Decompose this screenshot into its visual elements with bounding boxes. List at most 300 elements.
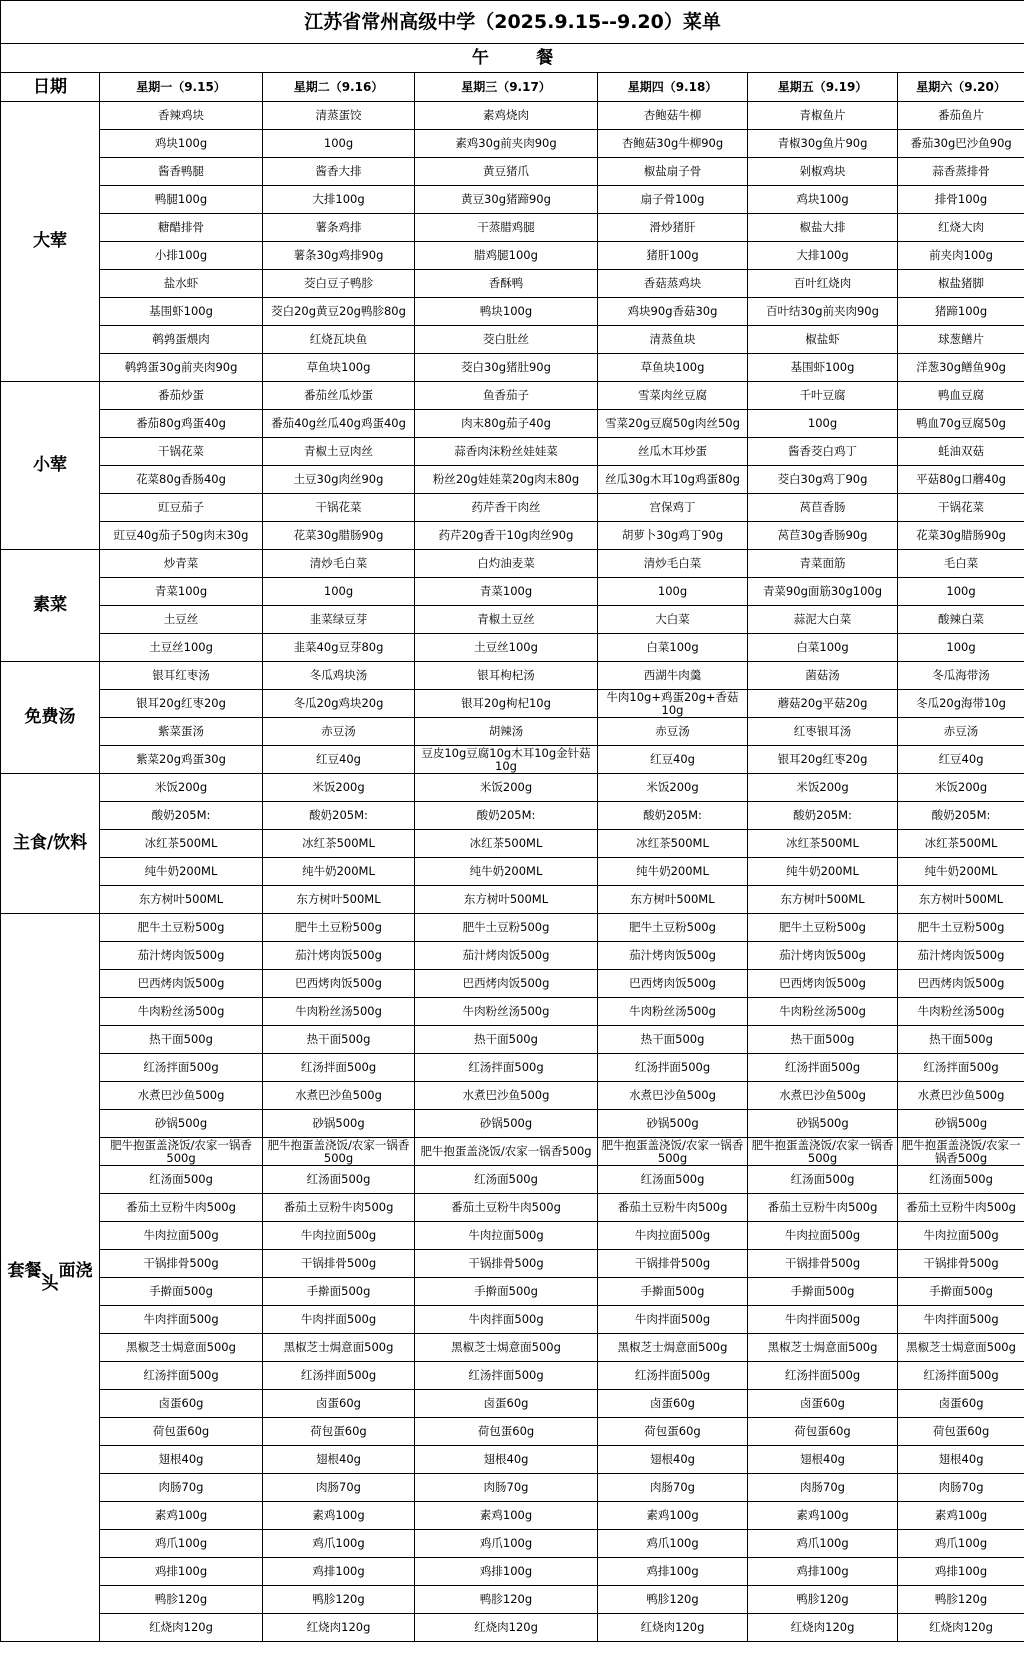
dish-cell: 番茄40g丝瓜40g鸡蛋40g: [263, 410, 415, 438]
dish-cell: 鹌鹑蛋煨肉: [100, 326, 263, 354]
dish-cell: 香辣鸡块: [100, 102, 263, 130]
dish-cell: 鸡爪100g: [898, 1530, 1024, 1558]
dish-cell: 牛肉拌面500g: [415, 1306, 598, 1334]
dish-cell: 冬瓜20g鸡块20g: [263, 690, 415, 718]
dish-cell: 米饭200g: [415, 774, 598, 802]
menu-row: [1, 242, 1024, 270]
dish-cell: 香菇蒸鸡块: [598, 270, 748, 298]
dish-cell: 青椒鱼片: [748, 102, 898, 130]
dish-cell: 茄汁烤肉饭500g: [263, 942, 415, 970]
dish-cell: 牛肉粉丝汤500g: [263, 998, 415, 1026]
dish-cell: 鸡排100g: [748, 1558, 898, 1586]
dish-cell: 鸭胗120g: [100, 1586, 263, 1614]
dish-cell: 牛肉拌面500g: [263, 1306, 415, 1334]
dish-cell: 纯牛奶200ML: [415, 858, 598, 886]
dish-cell: 冬瓜鸡块汤: [263, 662, 415, 690]
dish-cell: 番茄丝瓜炒蛋: [263, 382, 415, 410]
dish-cell: 酸奶205M:: [263, 802, 415, 830]
dish-cell: 100g: [263, 578, 415, 606]
dish-cell: 热干面500g: [415, 1026, 598, 1054]
dish-cell: 红汤拌面500g: [415, 1054, 598, 1082]
dish-cell: 100g: [748, 410, 898, 438]
dish-cell: 翅根40g: [898, 1446, 1024, 1474]
dish-cell: 手擀面500g: [100, 1278, 263, 1306]
dish-cell: 砂锅500g: [100, 1110, 263, 1138]
dish-cell: 手擀面500g: [263, 1278, 415, 1306]
dish-cell: 东方树叶500ML: [898, 886, 1024, 914]
dish-cell: 卤蛋60g: [100, 1390, 263, 1418]
dish-cell: 素鸡100g: [748, 1502, 898, 1530]
dish-cell: 糖醋排骨: [100, 214, 263, 242]
dish-cell: 米饭200g: [898, 774, 1024, 802]
dish-cell: 红汤拌面500g: [263, 1054, 415, 1082]
dish-cell: 纯牛奶200ML: [100, 858, 263, 886]
dish-cell: 椒盐虾: [748, 326, 898, 354]
dish-cell: 蒜香蒸排骨: [898, 158, 1024, 186]
dish-cell: 红汤拌面500g: [748, 1362, 898, 1390]
dish-cell: 素鸡100g: [898, 1502, 1024, 1530]
dish-cell: 百叶红烧肉: [748, 270, 898, 298]
dish-cell: 蒜香肉沫粉丝娃娃菜: [415, 438, 598, 466]
dish-cell: 排骨100g: [898, 186, 1024, 214]
dish-cell: 干锅排骨500g: [100, 1250, 263, 1278]
dish-cell: 热干面500g: [100, 1026, 263, 1054]
dish-cell: 干锅花菜: [898, 494, 1024, 522]
dish-cell: 手擀面500g: [898, 1278, 1024, 1306]
dish-cell: 肉肠70g: [748, 1474, 898, 1502]
dish-cell: 黑椒芝士焗意面500g: [598, 1334, 748, 1362]
dish-cell: 茭白30g鸡丁90g: [748, 466, 898, 494]
dish-cell: 鸡块100g: [100, 130, 263, 158]
dish-cell: 赤豆汤: [263, 718, 415, 746]
dish-cell: 素鸡100g: [598, 1502, 748, 1530]
dish-cell: 荷包蛋60g: [598, 1418, 748, 1446]
dish-cell: 干锅排骨500g: [598, 1250, 748, 1278]
menu-row: [1, 1054, 1024, 1082]
menu-row: [1, 1558, 1024, 1586]
dish-cell: 香酥鸭: [415, 270, 598, 298]
dish-cell: 米饭200g: [598, 774, 748, 802]
dish-cell: 肥牛抱蛋盖浇饭/农家一锅香500g: [263, 1138, 415, 1166]
dish-cell: 花菜30g腊肠90g: [263, 522, 415, 550]
menu-row: [1, 886, 1024, 914]
dish-cell: 酸奶205M:: [598, 802, 748, 830]
dish-cell: 紫菜20g鸡蛋30g: [100, 746, 263, 774]
menu-row: [1, 1586, 1024, 1614]
menu-row: [1, 186, 1024, 214]
dish-cell: 水煮巴沙鱼500g: [415, 1082, 598, 1110]
dish-cell: 番茄土豆粉牛肉500g: [263, 1194, 415, 1222]
dish-cell: 东方树叶500ML: [748, 886, 898, 914]
dish-cell: 红烧肉120g: [898, 1614, 1024, 1642]
dish-cell: 红烧肉120g: [598, 1614, 748, 1642]
dish-cell: 滑炒猪肝: [598, 214, 748, 242]
dish-cell: 冰红茶500ML: [415, 830, 598, 858]
dish-cell: 基围虾100g: [100, 298, 263, 326]
dish-cell: 红汤拌面500g: [100, 1054, 263, 1082]
dish-cell: 宫保鸡丁: [598, 494, 748, 522]
dish-cell: 米饭200g: [100, 774, 263, 802]
dish-cell: 基围虾100g: [748, 354, 898, 382]
dish-cell: 牛肉粉丝汤500g: [100, 998, 263, 1026]
dish-cell: 牛肉拉面500g: [898, 1222, 1024, 1250]
menu-row: [1, 466, 1024, 494]
dish-cell: 土豆丝100g: [415, 634, 598, 662]
dish-cell: 肉肠70g: [415, 1474, 598, 1502]
dish-cell: 韭菜40g豆芽80g: [263, 634, 415, 662]
dish-cell: 牛肉拉面500g: [100, 1222, 263, 1250]
dish-cell: 药芹20g香干10g肉丝90g: [415, 522, 598, 550]
dish-cell: 东方树叶500ML: [100, 886, 263, 914]
dish-cell: 肥牛土豆粉500g: [748, 914, 898, 942]
dish-cell: 牛肉拌面500g: [748, 1306, 898, 1334]
category-label: 小荤: [1, 382, 100, 550]
dish-cell: 红汤拌面500g: [598, 1362, 748, 1390]
dish-cell: 砂锅500g: [748, 1110, 898, 1138]
dish-cell: 西湖牛肉羹: [598, 662, 748, 690]
dish-cell: 紫菜蛋汤: [100, 718, 263, 746]
dish-cell: 红汤面500g: [748, 1166, 898, 1194]
dish-cell: 腊鸡腿100g: [415, 242, 598, 270]
menu-row: [1, 746, 1024, 774]
menu-row: [1, 1530, 1024, 1558]
dish-cell: 黑椒芝士焗意面500g: [748, 1334, 898, 1362]
menu-row: [1, 1026, 1024, 1054]
dish-cell: 丝瓜木耳炒蛋: [598, 438, 748, 466]
dish-cell: 米饭200g: [748, 774, 898, 802]
dish-cell: 砂锅500g: [898, 1110, 1024, 1138]
dish-cell: 东方树叶500ML: [598, 886, 748, 914]
dish-cell: 翅根40g: [263, 1446, 415, 1474]
dish-cell: 100g: [598, 578, 748, 606]
dish-cell: 肥牛抱蛋盖浇饭/农家一锅香500g: [898, 1138, 1024, 1166]
dish-cell: 肉肠70g: [263, 1474, 415, 1502]
menu-row: [1, 158, 1024, 186]
menu-row: [1, 410, 1024, 438]
dish-cell: 红汤面500g: [898, 1166, 1024, 1194]
dish-cell: 巴西烤肉饭500g: [598, 970, 748, 998]
dish-cell: 鹌鹑蛋30g前夹肉90g: [100, 354, 263, 382]
dish-cell: 鸭腿100g: [100, 186, 263, 214]
menu-row: [1, 354, 1024, 382]
dish-cell: 番茄土豆粉牛肉500g: [898, 1194, 1024, 1222]
dish-cell: 牛肉粉丝汤500g: [898, 998, 1024, 1026]
dish-cell: 红汤拌面500g: [898, 1054, 1024, 1082]
dish-cell: 蘑菇20g平菇20g: [748, 690, 898, 718]
dish-cell: 清蒸鱼块: [598, 326, 748, 354]
dish-cell: 黑椒芝士焗意面500g: [415, 1334, 598, 1362]
dish-cell: 酱香大排: [263, 158, 415, 186]
dish-cell: 青菜100g: [415, 578, 598, 606]
dish-cell: 黄豆猪爪: [415, 158, 598, 186]
dish-cell: 红烧肉120g: [748, 1614, 898, 1642]
dish-cell: 纯牛奶200ML: [898, 858, 1024, 886]
dish-cell: 干锅排骨500g: [415, 1250, 598, 1278]
menu-row: [1, 1446, 1024, 1474]
dish-cell: 鸭块100g: [415, 298, 598, 326]
dish-cell: 翅根40g: [415, 1446, 598, 1474]
dish-cell: 草鱼块100g: [263, 354, 415, 382]
dish-cell: 卤蛋60g: [415, 1390, 598, 1418]
dish-cell: 炒青菜: [100, 550, 263, 578]
dish-cell: 肥牛土豆粉500g: [100, 914, 263, 942]
dish-cell: 翅根40g: [598, 1446, 748, 1474]
dish-cell: 杏鲍菇30g牛柳90g: [598, 130, 748, 158]
dish-cell: 卤蛋60g: [263, 1390, 415, 1418]
menu-row: [1, 1138, 1024, 1166]
menu-row: [1, 1306, 1024, 1334]
dish-cell: 酸奶205M:: [415, 802, 598, 830]
dish-cell: 茄汁烤肉饭500g: [100, 942, 263, 970]
dish-cell: 翅根40g: [748, 1446, 898, 1474]
dish-cell: 鸡排100g: [898, 1558, 1024, 1586]
dish-cell: 银耳20g红枣20g: [748, 746, 898, 774]
dish-cell: 牛肉拉面500g: [263, 1222, 415, 1250]
dish-cell: 纯牛奶200ML: [598, 858, 748, 886]
dish-cell: 茭白豆子鸭胗: [263, 270, 415, 298]
dish-cell: 肥牛土豆粉500g: [415, 914, 598, 942]
menu-row: [1, 1082, 1024, 1110]
dish-cell: 清蒸蛋饺: [263, 102, 415, 130]
dish-cell: 茭白30g猪肚90g: [415, 354, 598, 382]
dish-cell: 素鸡100g: [263, 1502, 415, 1530]
menu-row: [1, 998, 1024, 1026]
dish-cell: 手擀面500g: [415, 1278, 598, 1306]
dish-cell: 肥牛土豆粉500g: [898, 914, 1024, 942]
category-label: 素菜: [1, 550, 100, 662]
menu-title: 江苏省常州高级中学（2025.9.15--9.20）菜单: [1, 1, 1024, 44]
dish-cell: 番茄炒蛋: [100, 382, 263, 410]
menu-row: [1, 1418, 1024, 1446]
dish-cell: 茄汁烤肉饭500g: [898, 942, 1024, 970]
dish-cell: 红汤拌面500g: [263, 1362, 415, 1390]
menu-row: [1, 494, 1024, 522]
menu-row: [1, 298, 1024, 326]
menu-row: [1, 1390, 1024, 1418]
dish-cell: 纯牛奶200ML: [748, 858, 898, 886]
dish-cell: 杏鲍菇牛柳: [598, 102, 748, 130]
dish-cell: 冰红茶500ML: [748, 830, 898, 858]
category-label: 套餐、面浇头: [1, 914, 100, 1642]
dish-cell: 银耳20g红枣20g: [100, 690, 263, 718]
dish-cell: 红烧瓦块鱼: [263, 326, 415, 354]
dish-cell: 素鸡30g前夹肉90g: [415, 130, 598, 158]
dish-cell: 鸡排100g: [415, 1558, 598, 1586]
dish-cell: 大排100g: [748, 242, 898, 270]
dish-cell: 蒜泥大白菜: [748, 606, 898, 634]
dish-cell: 手擀面500g: [748, 1278, 898, 1306]
dish-cell: 牛肉拌面500g: [598, 1306, 748, 1334]
category-label: 主食/饮料: [1, 774, 100, 914]
dish-cell: 土豆丝: [100, 606, 263, 634]
dish-cell: 鸭胗120g: [898, 1586, 1024, 1614]
dish-cell: 荷包蛋60g: [748, 1418, 898, 1446]
dish-cell: 扇子骨100g: [598, 186, 748, 214]
dish-cell: 豆皮10g豆腐10g木耳10g金针菇10g: [415, 746, 598, 774]
dish-cell: 牛肉拉面500g: [598, 1222, 748, 1250]
dish-cell: 豇豆茄子: [100, 494, 263, 522]
dish-cell: 红烧肉120g: [263, 1614, 415, 1642]
dish-cell: 鸡排100g: [263, 1558, 415, 1586]
dish-cell: 鸭胗120g: [263, 1586, 415, 1614]
dish-cell: 番茄30g巴沙鱼90g: [898, 130, 1024, 158]
dish-cell: 冰红茶500ML: [598, 830, 748, 858]
dish-cell: 红烧大肉: [898, 214, 1024, 242]
menu-row: [1, 830, 1024, 858]
dish-cell: 牛肉粉丝汤500g: [415, 998, 598, 1026]
dish-cell: 番茄土豆粉牛肉500g: [748, 1194, 898, 1222]
dish-cell: 赤豆汤: [898, 718, 1024, 746]
dish-cell: 白菜100g: [598, 634, 748, 662]
dish-cell: 茄汁烤肉饭500g: [415, 942, 598, 970]
dish-cell: 酱香茭白鸡丁: [748, 438, 898, 466]
dish-cell: 红汤面500g: [415, 1166, 598, 1194]
dish-cell: 干锅花菜: [263, 494, 415, 522]
dish-cell: 热干面500g: [898, 1026, 1024, 1054]
dish-cell: 卤蛋60g: [598, 1390, 748, 1418]
menu-row: [1, 382, 1024, 410]
dish-cell: 番茄土豆粉牛肉500g: [415, 1194, 598, 1222]
menu-row: [1, 970, 1024, 998]
dish-cell: 鸡爪100g: [415, 1530, 598, 1558]
dish-cell: 盐水虾: [100, 270, 263, 298]
menu-row: [1, 1194, 1024, 1222]
dish-cell: 莴苣香肠: [748, 494, 898, 522]
dish-cell: 素鸡烧肉: [415, 102, 598, 130]
menu-row: [1, 578, 1024, 606]
dish-cell: 鸡爪100g: [263, 1530, 415, 1558]
dish-cell: 酸奶205M:: [898, 802, 1024, 830]
dish-cell: 鸭胗120g: [415, 1586, 598, 1614]
dish-cell: 红汤拌面500g: [100, 1362, 263, 1390]
dish-cell: 肉末80g茄子40g: [415, 410, 598, 438]
menu-row: [1, 662, 1024, 690]
dish-cell: 青椒30g鱼片90g: [748, 130, 898, 158]
dish-cell: 番茄80g鸡蛋40g: [100, 410, 263, 438]
dish-cell: 球葱鳝片: [898, 326, 1024, 354]
dish-cell: 素鸡100g: [415, 1502, 598, 1530]
dish-cell: 土豆丝100g: [100, 634, 263, 662]
dish-cell: 巴西烤肉饭500g: [263, 970, 415, 998]
menu-row: [1, 1222, 1024, 1250]
dish-cell: 红豆40g: [598, 746, 748, 774]
dish-cell: 肥牛抱蛋盖浇饭/农家一锅香500g: [748, 1138, 898, 1166]
dish-cell: 毛白菜: [898, 550, 1024, 578]
dish-cell: 酱香鸭腿: [100, 158, 263, 186]
dish-cell: 水煮巴沙鱼500g: [898, 1082, 1024, 1110]
menu-row: [1, 1110, 1024, 1138]
dish-cell: 肉肠70g: [598, 1474, 748, 1502]
dish-cell: 丝瓜30g木耳10g鸡蛋80g: [598, 466, 748, 494]
dish-cell: 黑椒芝士焗意面500g: [263, 1334, 415, 1362]
dish-cell: 猪肝100g: [598, 242, 748, 270]
meal-label: [1, 44, 1024, 73]
dish-cell: 茭白肚丝: [415, 326, 598, 354]
dish-cell: 肥牛土豆粉500g: [598, 914, 748, 942]
dish-cell: 青椒土豆肉丝: [263, 438, 415, 466]
dish-cell: 肉肠70g: [898, 1474, 1024, 1502]
dish-cell: 荷包蛋60g: [415, 1418, 598, 1446]
dish-cell: 鸭胗120g: [598, 1586, 748, 1614]
day-header: 星期六（9.20）: [898, 73, 1024, 102]
dish-cell: 肥牛抱蛋盖浇饭/农家一锅香500g: [598, 1138, 748, 1166]
dish-cell: 鸡排100g: [598, 1558, 748, 1586]
dish-cell: 大排100g: [263, 186, 415, 214]
date-label: 日期: [1, 73, 100, 102]
dish-cell: 水煮巴沙鱼500g: [598, 1082, 748, 1110]
dish-cell: 荷包蛋60g: [100, 1418, 263, 1446]
dish-cell: 红豆40g: [898, 746, 1024, 774]
dish-cell: 酸奶205M:: [100, 802, 263, 830]
dish-cell: 干锅排骨500g: [748, 1250, 898, 1278]
dish-cell: 百叶结30g前夹肉90g: [748, 298, 898, 326]
dish-cell: 牛肉拌面500g: [898, 1306, 1024, 1334]
dish-cell: 鸡爪100g: [598, 1530, 748, 1558]
dish-cell: 干锅花菜: [100, 438, 263, 466]
dish-cell: 剁椒鸡块: [748, 158, 898, 186]
dish-cell: 红汤拌面500g: [598, 1054, 748, 1082]
dish-cell: 砂锅500g: [263, 1110, 415, 1138]
dish-cell: 红汤拌面500g: [898, 1362, 1024, 1390]
dish-cell: 100g: [898, 578, 1024, 606]
dish-cell: 冰红茶500ML: [898, 830, 1024, 858]
dish-cell: 翅根40g: [100, 1446, 263, 1474]
menu-row: [1, 550, 1024, 578]
dish-cell: 胡辣汤: [415, 718, 598, 746]
dish-cell: 干蒸腊鸡腿: [415, 214, 598, 242]
dish-cell: 肥牛抱蛋盖浇饭/农家一锅香500g: [100, 1138, 263, 1166]
dish-cell: 红汤面500g: [263, 1166, 415, 1194]
dish-cell: 砂锅500g: [598, 1110, 748, 1138]
dish-cell: 干锅排骨500g: [898, 1250, 1024, 1278]
dish-cell: 荷包蛋60g: [898, 1418, 1024, 1446]
dish-cell: 花菜80g香肠40g: [100, 466, 263, 494]
dish-cell: 红烧肉120g: [415, 1614, 598, 1642]
menu-row: [1, 690, 1024, 718]
menu-row: [1, 270, 1024, 298]
dish-cell: 肥牛土豆粉500g: [263, 914, 415, 942]
menu-row: [1, 1250, 1024, 1278]
day-header: 星期三（9.17）: [415, 73, 598, 102]
menu-row: [1, 914, 1024, 942]
dish-cell: 水煮巴沙鱼500g: [100, 1082, 263, 1110]
dish-cell: 薯条30g鸡排90g: [263, 242, 415, 270]
dish-cell: 前夹肉100g: [898, 242, 1024, 270]
dish-cell: 鸭血豆腐: [898, 382, 1024, 410]
dish-cell: 韭菜绿豆芽: [263, 606, 415, 634]
menu-row: [1, 214, 1024, 242]
dish-cell: 菌菇汤: [748, 662, 898, 690]
day-header: 星期四（9.18）: [598, 73, 748, 102]
dish-cell: 鸡块90g香菇30g: [598, 298, 748, 326]
dish-cell: 酸奶205M:: [748, 802, 898, 830]
dish-cell: 番茄土豆粉牛肉500g: [598, 1194, 748, 1222]
dish-cell: 冬瓜海带汤: [898, 662, 1024, 690]
menu-row: [1, 1502, 1024, 1530]
dish-cell: 茄汁烤肉饭500g: [748, 942, 898, 970]
dish-cell: 纯牛奶200ML: [263, 858, 415, 886]
dish-cell: 肥牛抱蛋盖浇饭/农家一锅香500g: [415, 1138, 598, 1166]
dish-cell: 银耳20g枸杞10g: [415, 690, 598, 718]
dish-cell: 红汤面500g: [100, 1166, 263, 1194]
menu-row: [1, 774, 1024, 802]
dish-cell: 小排100g: [100, 242, 263, 270]
dish-cell: 豇豆40g茄子50g肉末30g: [100, 522, 263, 550]
dish-cell: 鸡排100g: [100, 1558, 263, 1586]
dish-cell: 莴苣30g香肠90g: [748, 522, 898, 550]
dish-cell: 青菜90g面筋30g100g: [748, 578, 898, 606]
dish-cell: 茄汁烤肉饭500g: [598, 942, 748, 970]
